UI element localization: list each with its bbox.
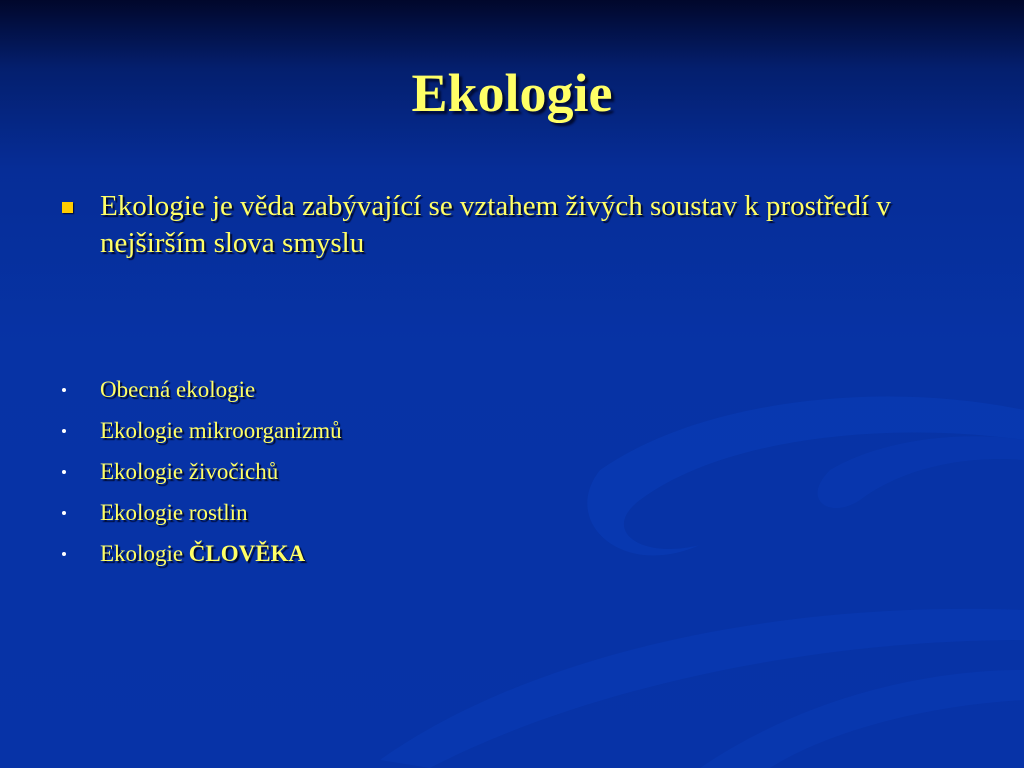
list-item [62,372,342,413]
list-item [62,413,342,454]
dot-bullet-icon [62,511,66,515]
dot-bullet-icon [62,552,66,556]
square-bullet-icon [62,202,73,213]
list-item [62,495,342,536]
main-bullet-point [62,188,922,262]
list-item-text: Obecná ekologie [100,377,256,402]
list-item-text [100,536,305,572]
list-item-text: Ekologie mikroorganizmů [100,418,342,443]
dot-bullet-icon [62,388,66,392]
dot-bullet-icon [62,470,66,474]
list-item-prefix: Ekologie [100,541,189,566]
list-item [62,536,342,577]
ecology-branches-list [62,372,342,577]
slide-title: Ekologie [411,63,613,123]
list-item-emphasis: ČLOVĚKA [188,541,306,566]
list-item [62,454,342,495]
main-point-text: Ekologie je věda zabývající se vztahem živých soustav k prostředí v nejširším slova smyslu [100,190,891,259]
list-item-text: Ekologie rostlin [100,500,248,525]
list-item-text: Ekologie živočichů [100,459,279,484]
dot-bullet-icon [62,429,66,433]
